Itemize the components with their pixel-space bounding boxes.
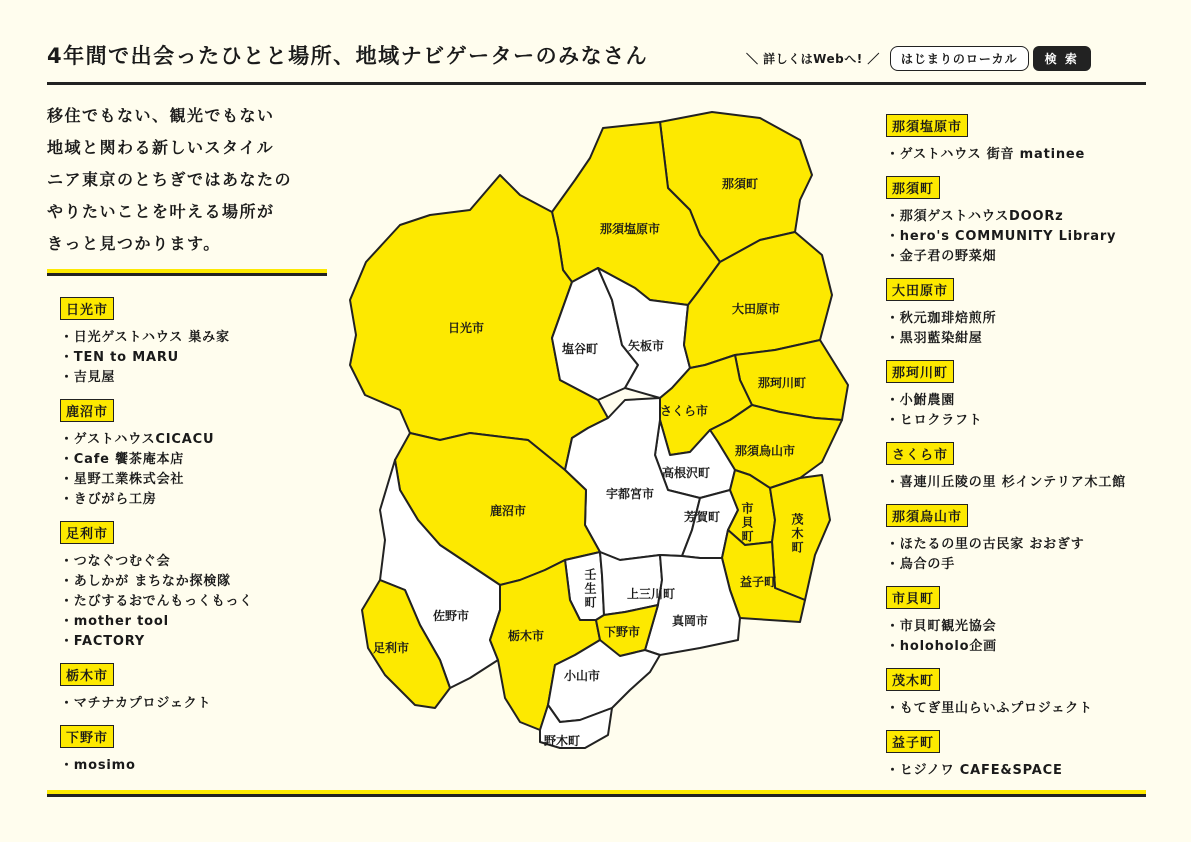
map-label: 市貝町: [740, 502, 754, 544]
category-tag[interactable]: 那珂川町: [886, 360, 954, 383]
list-group: [886, 278, 1126, 349]
list-item[interactable]: ・TEN to MARU: [60, 350, 179, 365]
list-group: [60, 399, 253, 510]
list-item[interactable]: ・マチナカプロジェクト: [60, 696, 212, 711]
list-item[interactable]: ・黒羽藍染紺屋: [886, 331, 983, 346]
category-tag[interactable]: 那須烏山市: [886, 504, 968, 527]
search-input[interactable]: はじまりのローカル: [890, 46, 1029, 71]
map-label: 茂木町: [790, 513, 804, 555]
list-item[interactable]: ・星野工業株式会社: [60, 472, 185, 487]
list-item[interactable]: ・あしかが まちなか探検隊: [60, 574, 231, 589]
list-item[interactable]: ・那須ゲストハウスDOORz: [886, 209, 1064, 224]
list-item[interactable]: ・mosimo: [60, 758, 136, 773]
list-item[interactable]: ・ヒジノワ CAFE&SPACE: [886, 763, 1063, 778]
map-label: 那須町: [722, 177, 759, 191]
map-label: 那珂川町: [758, 376, 807, 390]
list-item[interactable]: ・FACTORY: [60, 634, 146, 649]
list-item[interactable]: ・ほたるの里の古民家 おおぎす: [886, 537, 1085, 552]
map-label: 壬生町: [583, 568, 597, 610]
map-label: 野木町: [544, 734, 581, 748]
category-tag[interactable]: 茂木町: [886, 668, 940, 691]
category-tag[interactable]: 市貝町: [886, 586, 940, 609]
right-list: [886, 114, 1126, 792]
intro-line: やりたいことを叶える場所が: [47, 202, 275, 221]
map-label: 芳賀町: [684, 510, 721, 524]
category-tag[interactable]: 下野市: [60, 725, 114, 748]
list-item[interactable]: ・きびがら工房: [60, 492, 157, 507]
list-group: [886, 360, 1126, 431]
intro-line: 移住でもない、観光でもない: [47, 106, 275, 125]
list-item[interactable]: ・mother tool: [60, 614, 169, 629]
list-item[interactable]: ・ヒロクラフト: [886, 413, 983, 428]
map-label: 鹿沼市: [490, 504, 527, 518]
category-tag[interactable]: 大田原市: [886, 278, 954, 301]
map-label: 下野市: [604, 625, 641, 639]
list-group: [886, 114, 1126, 165]
map-label: 矢板市: [628, 339, 665, 353]
map-label: 那須塩原市: [600, 222, 661, 236]
list-item[interactable]: ・holoholo企画: [886, 639, 997, 654]
intro-line: きっと見つかります。: [47, 234, 221, 253]
list-group: [886, 586, 1126, 657]
list-group: [60, 725, 253, 776]
category-tag[interactable]: 栃木市: [60, 663, 114, 686]
search-hint: ＼ 詳しくはWebへ! ／: [746, 51, 880, 66]
intro-line: ニア東京のとちぎではあなたの: [47, 170, 293, 189]
list-item[interactable]: ・小鮒農園: [886, 393, 956, 408]
list-item[interactable]: ・秋元珈琲焙煎所: [886, 311, 997, 326]
map-label: さくら市: [660, 404, 709, 418]
list-group: [886, 730, 1126, 781]
list-item[interactable]: ・hero's COMMUNITY Library: [886, 229, 1117, 244]
map-label: 高根沢町: [662, 466, 711, 480]
category-tag[interactable]: 鹿沼市: [60, 399, 114, 422]
list-item[interactable]: ・ゲストハウスCICACU: [60, 432, 215, 447]
list-item[interactable]: ・喜連川丘陵の里 杉インテリア木工館: [886, 475, 1126, 490]
list-item[interactable]: ・日光ゲストハウス 巣み家: [60, 330, 230, 345]
list-item[interactable]: ・もてぎ里山らいふプロジェクト: [886, 701, 1093, 716]
list-item[interactable]: ・市貝町観光協会: [886, 619, 997, 634]
list-group: [886, 668, 1126, 719]
map-label: 足利市: [373, 641, 410, 655]
map-label: 大田原市: [732, 302, 781, 316]
list-item[interactable]: ・烏合の手: [886, 557, 956, 572]
list-group: [60, 663, 253, 714]
map-label: 上三川町: [627, 587, 676, 601]
category-tag[interactable]: 那須町: [886, 176, 940, 199]
intro-line: 地域と関わる新しいスタイル: [47, 138, 275, 157]
list-item[interactable]: ・たびするおでんもっくもっく: [60, 594, 254, 609]
category-tag[interactable]: 足利市: [60, 521, 114, 544]
list-item[interactable]: ・つなぐつむぐ会: [60, 554, 171, 569]
category-tag[interactable]: 那須塩原市: [886, 114, 968, 137]
list-item[interactable]: ・吉見屋: [60, 370, 116, 385]
list-group: [60, 521, 253, 652]
map-label: 益子町: [740, 575, 777, 589]
page-title: 4年間で出会ったひとと場所、地域ナビゲーターのみなさん: [47, 44, 649, 68]
map-label: 日光市: [448, 321, 485, 335]
list-group: [60, 297, 253, 388]
map-label: 那須烏山市: [735, 444, 796, 458]
map-label: 栃木市: [508, 629, 545, 643]
list-group: [886, 504, 1126, 575]
category-tag[interactable]: 日光市: [60, 297, 114, 320]
list-item[interactable]: ・Cafe 饗茶庵本店: [60, 452, 185, 467]
map-label: 宇都宮市: [606, 487, 655, 501]
list-group: [886, 176, 1126, 267]
list-item[interactable]: ・ゲストハウス 街音 matinee: [886, 147, 1086, 162]
list-item[interactable]: ・金子君の野菜畑: [886, 249, 997, 264]
category-tag[interactable]: さくら市: [886, 442, 954, 465]
search-button[interactable]: 検 索: [1033, 46, 1091, 71]
map-label: 真岡市: [672, 614, 709, 628]
map-label: 塩谷町: [562, 342, 599, 356]
list-group: [886, 442, 1126, 493]
footer-rule: [47, 794, 1146, 797]
category-tag[interactable]: 益子町: [886, 730, 940, 753]
map-label: 小山市: [564, 669, 601, 683]
map-label: 佐野市: [433, 609, 470, 623]
left-list: [60, 297, 253, 787]
